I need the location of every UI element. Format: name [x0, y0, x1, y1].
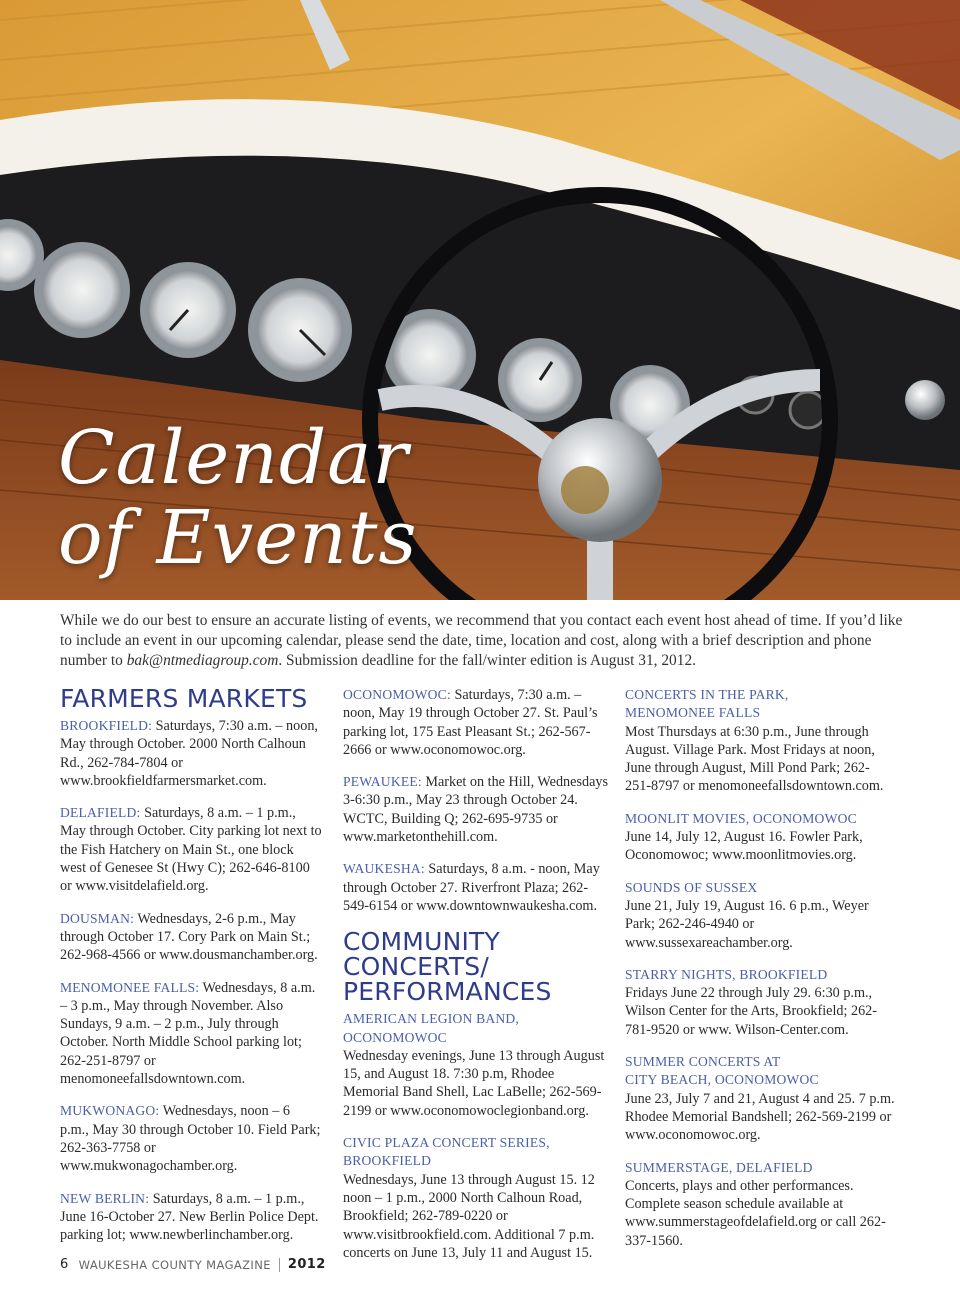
entry-text: Wednesdays, June 13 through August 15. 12 noon – 1 p.m., 2000 North Calhoun Road, Brookfield; 262-789-0220 or www.visitbrookfield.com. Additional 7 p.m. concerts on June 13, July 11 and August 15.	[343, 1171, 595, 1261]
entry-text: June 21, July 19, August 16. 6 p.m., Weyer Park; 262-246-4940 or www.sussexareachamber.org.	[625, 897, 869, 951]
intro-text: While we do our best to ensure an accurate listing of events, we recommend that you contact each event host ahead of time. If you’d like to include an event in our upcoming calendar, please send the date, time, location and cost, along with a brief description and phone number to	[60, 612, 903, 669]
entry-label: CIVIC PLAZA CONCERT SERIES,	[343, 1135, 550, 1151]
title-line-1: Calendar	[58, 415, 409, 501]
entry-label: BROOKFIELD:	[60, 718, 153, 733]
column-3	[625, 686, 895, 1264]
entry-text: Most Thursdays at 6:30 p.m., June through August. Village Park. Most Fridays at noon, June through August, Mill Pond Park; 262-251-8797 or menomoneefallsdowntown.com.	[625, 723, 884, 795]
entry-label: PEWAUKEE:	[343, 774, 422, 790]
issue-year: 2012	[287, 1257, 326, 1272]
entry-text: Wednesdays, noon – 6 p.m., May 30 through October 10. Field Park; 262-363-7758 or www.mukwonagochamber.org.	[60, 1103, 321, 1175]
page-title	[58, 415, 418, 581]
entry-label: MOONLIT MOVIES, OCONOMOWOC	[625, 810, 857, 826]
list-item	[60, 717, 322, 790]
submission-email[interactable]: bak@ntmediagroup.com	[126, 652, 279, 669]
magazine-name: WAUKESHA COUNTY MAGAZINE	[78, 1257, 271, 1272]
entry-label-2: CITY BEACH, OCONOMOWOC	[625, 1072, 819, 1088]
entry-label: SUMMER CONCERTS AT	[625, 1054, 781, 1070]
entry-text: Wednesdays, 2-6 p.m., May through October 17. Cory Park on Main St.; 262-968-4566 or www.dousmanchamber.org.	[60, 910, 318, 964]
footer-divider	[279, 1258, 280, 1272]
heading-line-2: CONCERTS/	[343, 952, 490, 982]
column-1	[60, 686, 322, 1258]
list-item	[625, 686, 895, 796]
entry-text: Saturdays, 7:30 a.m. – noon, May 19 through October 27. St. Paul’s parking lot, 175 East Pleasant St.; 262-567-2666 or www.oconomowoc.org.	[343, 687, 598, 758]
farmers-markets-heading: FARMERS MARKETS	[60, 684, 308, 713]
entry-text: Fridays June 22 through July 29. 6:30 p.m., Wilson Center for the Arts, Brookfield; 262-781-9520 or www. Wilson-Center.com.	[625, 985, 878, 1038]
heading-line-3: PERFORMANCES	[343, 977, 552, 1007]
page-number: 6	[60, 1257, 69, 1272]
list-item	[343, 686, 608, 759]
list-item	[625, 810, 895, 865]
list-item	[625, 966, 895, 1039]
entry-text: Saturdays, 8 a.m. - noon, May through October 27. Riverfront Plaza; 262-549-6154 or www.downtownwaukesha.com.	[343, 861, 600, 914]
entry-label: AMERICAN LEGION BAND,	[343, 1011, 520, 1027]
entry-label: WAUKESHA:	[343, 861, 425, 877]
list-item	[625, 879, 895, 952]
entry-label: DOUSMAN:	[60, 910, 135, 926]
list-item	[343, 860, 608, 915]
entry-text: Saturdays, 8 a.m. – 1 p.m., June 16-October 27. New Berlin Police Dept. parking lot; www.newberlinchamber.org.	[60, 1190, 319, 1244]
title-line-2: of Events	[58, 495, 418, 581]
list-item	[60, 804, 322, 895]
entry-text: Saturdays, 8 a.m. – 1 p.m., May through October. City parking lot next to the Fish Hatchery on Main St., one block west of Genesee St (Hwy C); 262-646-8100 or www.visitdelafield.org.	[60, 805, 322, 895]
entry-label: SUMMERSTAGE, DELAFIELD	[625, 1159, 813, 1175]
entry-label-2: OCONOMOWOC	[343, 1029, 447, 1045]
column-2	[343, 686, 608, 1276]
entry-text: Saturdays, 7:30 a.m. – noon, May through October. 2000 North Calhoun Rd., 262-784-7804 or www.brookfieldfarmersmarket.com.	[60, 718, 318, 789]
list-item	[343, 1134, 608, 1262]
entry-label: MENOMONEE FALLS:	[60, 979, 200, 995]
hero-photo	[0, 0, 960, 600]
list-item	[60, 1102, 322, 1175]
entry-label: OCONOMOWOC:	[343, 687, 451, 702]
page-footer	[60, 1257, 326, 1272]
entry-label: DELAFIELD:	[60, 805, 141, 821]
entry-text: Wednesdays, 8 a.m. – 3 p.m., May through November. Also Sundays, 9 a.m. – 2 p.m., July through October. North Middle School parking lot; 262-251-8797 or menomoneefallsdowntown.com.	[60, 979, 316, 1088]
entry-text: Wednesday evenings, June 13 through August 15, and August 18. 7:30 p.m, Rhodee Memorial Band Shell, Lac LaBelle; 262-569-2199 or www.oconomowoclegionband.org.	[343, 1047, 605, 1119]
entry-label: SOUNDS OF SUSSEX	[625, 879, 758, 895]
entry-label: NEW BERLIN:	[60, 1190, 150, 1206]
list-item	[343, 1010, 608, 1120]
entry-text: Concerts, plays and other performances. Complete season schedule available at www.summerstageofdelafield.org or call 262-337-1560.	[625, 1177, 886, 1249]
entry-text: Market on the Hill, Wednesdays 3-6:30 p.m., May 23 through October 24. WCTC, Building Q; 262-695-9735 or www.marketonthehill.com.	[343, 774, 608, 846]
list-item	[625, 1053, 895, 1144]
list-item	[60, 910, 322, 965]
entry-label: STARRY NIGHTS, BROOKFIELD	[625, 966, 828, 982]
entry-label: MUKWONAGO:	[60, 1103, 160, 1119]
entry-label: CONCERTS IN THE PARK,	[625, 687, 789, 702]
entry-text: June 23, July 7 and 21, August 4 and 25. 7 p.m. Rhodee Memorial Bandshell; 262-569-2199 or www.oconomowoc.org.	[625, 1090, 895, 1144]
heading-line-1: COMMUNITY	[343, 927, 500, 957]
list-item	[60, 1190, 322, 1245]
entry-label-2: MENOMONEE FALLS	[625, 705, 761, 721]
entry-text: June 14, July 12, August 16. Fowler Park, Oconomowoc; www.moonlitmovies.org.	[625, 829, 863, 864]
list-item	[60, 979, 322, 1089]
entry-label-2: BROOKFIELD	[343, 1153, 432, 1169]
intro-deadline: . Submission deadline for the fall/winter edition is August 31, 2012.	[278, 652, 696, 669]
list-item	[343, 773, 608, 846]
list-item	[625, 1159, 895, 1250]
community-concerts-heading	[343, 927, 608, 1007]
intro-paragraph	[60, 611, 905, 671]
